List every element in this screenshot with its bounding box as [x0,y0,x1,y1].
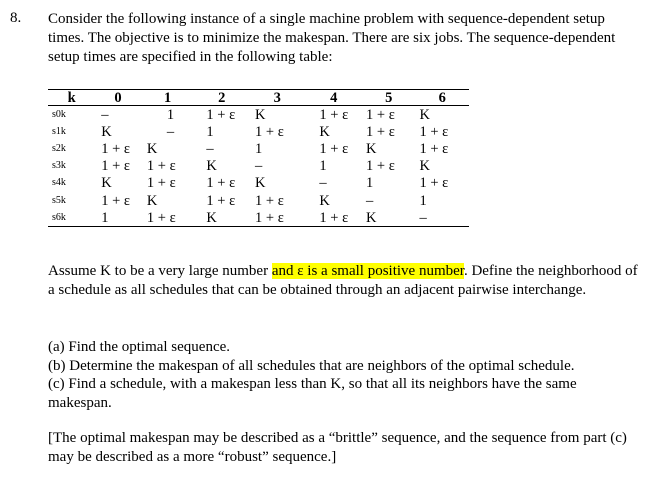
row-label: s2k [52,142,66,154]
table-cell: – [166,123,175,140]
table-cell: 1 + ε [101,140,130,157]
table-row [48,175,469,192]
problem-number: 8. [10,10,22,26]
setup-times-table [48,89,469,227]
table-row [48,123,469,140]
row-label: s6k [52,211,66,223]
row-label: s1k [52,125,66,137]
row-label: s3k [52,160,66,172]
table-row [48,192,469,209]
header-3: 3 [249,90,305,106]
problem-intro: Consider the following instance of a single machine problem with sequence-dependent setup times. The objective is to minimize the makespan. There are six jobs. The sequence-dependent setup times are specified in the following table: [48,11,616,65]
table-cell: – [101,106,109,123]
part-a: (a) Find the optimal sequence. [48,339,231,355]
table-row [48,209,469,227]
table-cell: K [101,123,112,140]
table-cell: 1 + ε [419,140,449,157]
table-cell: K [146,192,158,209]
table-cell: 1 + ε [206,175,236,192]
table-cell: K [206,158,217,175]
table-cell: 1 + ε [366,158,395,175]
table-cell: K [146,140,158,157]
table-cell: 1 [366,175,374,192]
table-cell: K [366,209,377,226]
table-cell: K [255,106,266,123]
header-1: 1 [141,90,194,106]
table-cell: 1 + ε [206,192,236,209]
table-cell: 1 + ε [146,158,176,175]
table-cell: 1 [255,140,263,157]
table-cell: – [419,209,427,226]
table-cell: K [319,192,330,209]
header-5: 5 [362,90,415,106]
table-row [48,158,469,175]
table-cell: K [319,123,330,140]
part-c-line1: (c) Find a schedule, with a makespan less than K, so that all its neighbors have the same [48,376,577,392]
question-parts [48,338,638,412]
header-2: 2 [194,90,249,106]
header-6: 6 [415,90,469,106]
table-cell: – [319,175,327,192]
table-header-row [48,90,469,106]
table-cell: 1 + ε [419,175,449,192]
table-cell: 1 + ε [366,123,395,140]
closing-note: [The optimal makespan may be described as a “brittle” sequence, and the sequence from part (c) may be described as a more “robust” sequence.] [48,430,627,465]
header-0: 0 [95,90,141,106]
table-cell: 1 + ε [319,140,349,157]
table-cell: 1 [206,123,214,140]
table-cell: 1 + ε [255,123,284,140]
table-cell: K [419,158,430,175]
table-cell: – [255,158,263,175]
table-cell: 1 [319,158,327,175]
header-k: k [48,90,95,106]
table-cell: – [366,192,374,209]
part-b: (b) Determine the makespan of all schedules that are neighbors of the optimal schedule. [48,357,575,374]
table-cell: 1 [101,209,109,226]
table-cell: – [206,140,214,157]
highlighted-text: and ε is a small positive number [271,263,464,279]
table-cell: 1 [166,106,175,123]
row-label: s0k [52,108,66,120]
table-cell: 1 + ε [366,106,395,123]
table-cell: 1 + ε [255,209,284,226]
table-cell: K [366,140,377,157]
part-c-line2: makespan. [48,394,112,411]
row-label: s4k [52,177,66,189]
table-row [48,140,469,157]
table-cell: K [419,106,430,123]
table-cell: K [206,209,217,226]
table-cell: 1 [419,192,427,209]
table-row [48,106,469,124]
table-cell: 1 + ε [146,209,176,226]
table-cell: 1 + ε [101,192,130,209]
table-cell: 1 + ε [146,175,176,192]
table-cell: 1 + ε [206,106,236,123]
table-cell: 1 + ε [101,158,130,175]
table-cell: 1 + ε [419,123,449,140]
table-cell: K [255,175,266,192]
assumption-text-after: . Define the neighborhood of a schedule as all schedules that can be obtained through an adjacent pairwise interchange. [48,263,638,298]
row-label: s5k [52,194,66,206]
table-cell: 1 + ε [319,106,349,123]
table-cell: 1 + ε [319,209,349,226]
assumption-text-before: Assume K to be a very large number [48,263,272,279]
table-cell: 1 + ε [255,192,284,209]
assumption-paragraph [48,262,638,299]
header-4: 4 [305,90,362,106]
table-cell: K [101,175,112,192]
